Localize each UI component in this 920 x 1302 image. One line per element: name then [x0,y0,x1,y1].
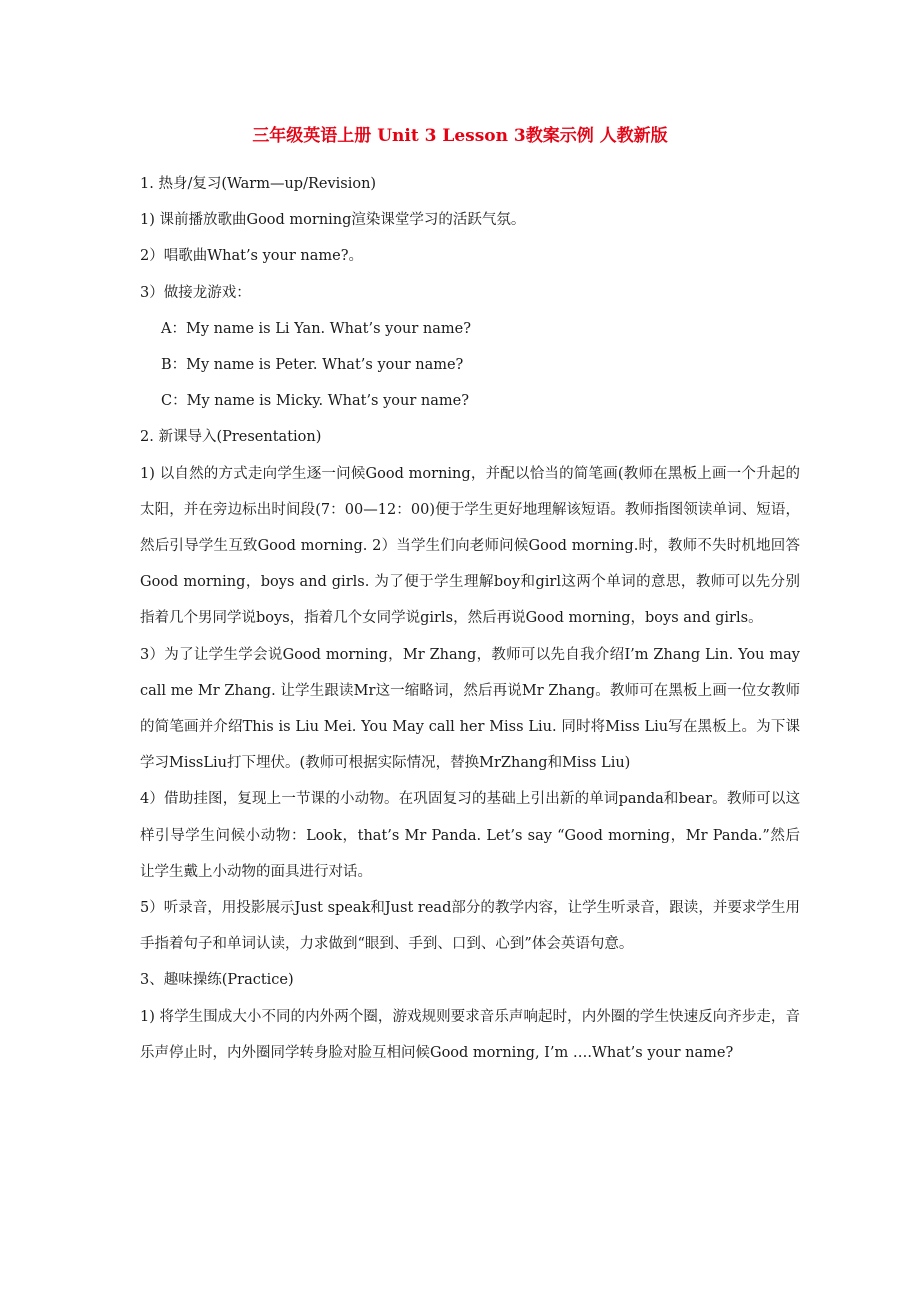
document-body [140,166,800,1071]
section-heading-presentation: 2. 新课导入(Presentation) [140,429,322,446]
presentation-step-4: 4）借助挂图，复现上一节课的小动物。在巩固复习的基础上引出新的单词panda和bear。教师可以这样引导学生问候小动物：Look，that’s Mr Panda. Let’s say “Good morning，Mr Panda.”然后让学生戴上小动物的面具进行对话。 [140,791,800,880]
section-heading-practice: 3、趣味操练(Practice) [140,972,294,989]
warmup-step-3: 3）做接龙游戏： [140,284,251,301]
warmup-step-1: 1) 课前播放歌曲Good morning渲染课堂学习的活跃气氛。 [140,212,526,229]
presentation-step-3: 3）为了让学生学会说Good morning，Mr Zhang，教师可以先自我介绍I’m Zhang Lin. You may call me Mr Zhang. 让学生跟读Mr这一缩略词，然后再说Mr Zhang。教师可在黑板上画一位女教师的简笔画并介绍This is Liu Mei. You May call her Miss Liu. 同时将Miss Liu写在黑板上。为下课学习MissLiu打下埋伏。(教师可根据实际情况，替换MrZhang和Miss Liu) [140,646,800,772]
section-heading-warmup: 1. 热身/复习(Warm—up/Revision) [140,176,377,192]
presentation-step-1: 1) 以自然的方式走向学生逐一问候Good morning，并配以恰当的简笔画(教师在黑板上画一个升起的太阳，并在旁边标出时间段(7：00—12：00)便于学生更好地理解该短语。教师指图领读单词、短语，然后引导学生互致Good morning. 2）当学生们向老师问候Good morning.时，教师不失时机地回答Good morning，boys and girls. 为了便于学生理解boy和girl这两个单词的意思，教师可以先分别指着几个男同学说boys，指着几个女同学说girls，然后再说Good morning，boys and girls。 [140,465,800,627]
dialogue-line-b: B：My name is Peter. What’s your name? [161,357,464,374]
document-title [0,124,920,148]
warmup-step-2: 2）唱歌曲What’s your name?。 [140,248,363,265]
dialogue-line-c: C：My name is Micky. What’s your name? [161,393,469,410]
practice-step-1: 1) 将学生围成大小不同的内外两个圈，游戏规则要求音乐声响起时，内外圈的学生快速反向齐步走，音乐声停止时，内外圈同学转身脸对脸互相问候Good morning, I’m ….What’s your name? [140,1008,800,1061]
dialogue-line-a: A：My name is Li Yan. What’s your name? [161,320,472,337]
presentation-step-5: 5）听录音，用投影展示Just speak和Just read部分的教学内容，让学生听录音，跟读，并要求学生用手指着句子和单词认读，力求做到“眼到、手到、口到、心到”体会英语句意。 [140,900,800,953]
document-title-text: 三年级英语上册 Unit 3 Lesson 3教案示例 人教新版 [252,126,668,146]
